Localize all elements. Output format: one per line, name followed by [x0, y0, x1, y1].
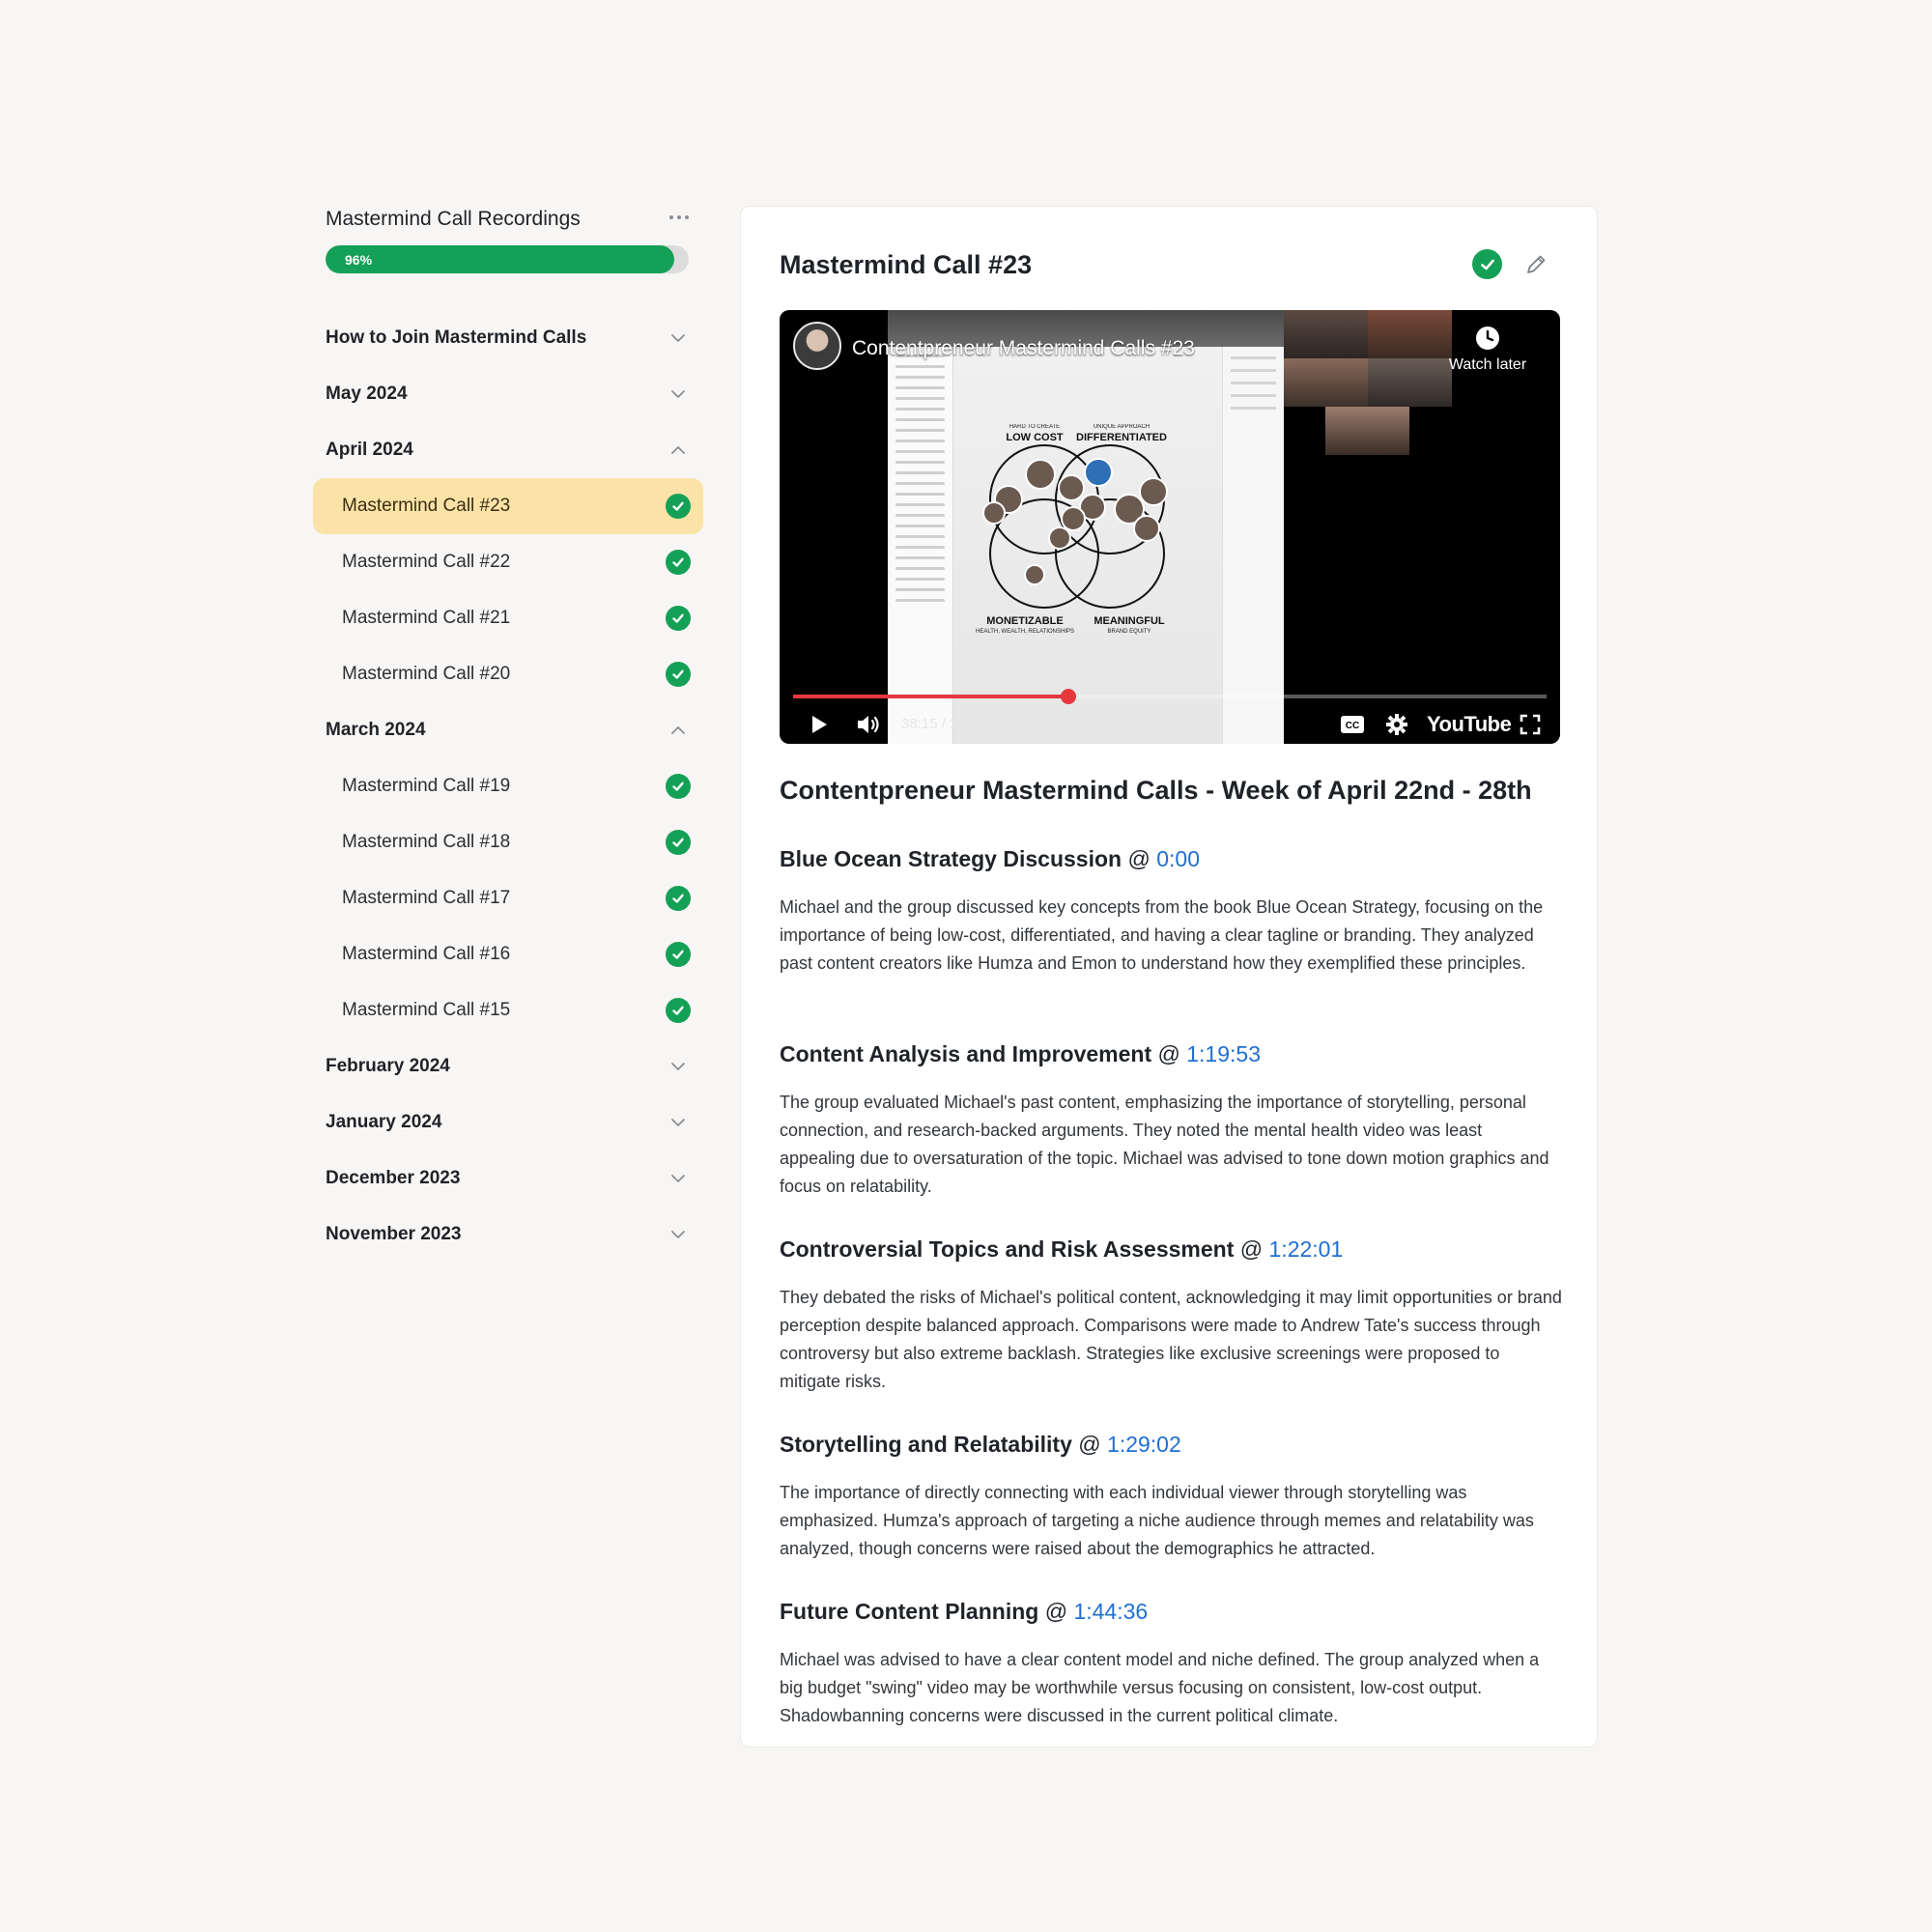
- course-progress-fill: [326, 245, 674, 273]
- sidebar-section-label: April 2024: [326, 440, 413, 460]
- sidebar-lesson-label: Mastermind Call #16: [342, 944, 511, 964]
- course-title: Mastermind Call Recordings: [326, 208, 581, 230]
- chevron-down-icon[interactable]: [670, 1059, 686, 1074]
- sidebar-lesson-item[interactable]: [313, 870, 703, 926]
- sidebar-lesson-label: Mastermind Call #19: [342, 776, 511, 796]
- venn-differentiated-caption: UNIQUE APPROACH: [1093, 424, 1151, 430]
- sidebar-lesson-label: Mastermind Call #17: [342, 888, 511, 908]
- lesson-complete-check-icon[interactable]: [1472, 249, 1502, 279]
- channel-avatar[interactable]: [793, 322, 841, 370]
- sidebar-section-label: How to Join Mastermind Calls: [326, 327, 587, 348]
- sidebar-lesson-item[interactable]: [313, 646, 703, 702]
- segment-body: Michael and the group discussed key concepts from the book Blue Ocean Strategy, focusing on the importance of being low-cost, differentiated, and having a clear tagline or branding. They analyzed past content creators like Humza and Emon to understand how they exemplified these principles.: [780, 897, 1544, 973]
- lesson-title: Mastermind Call #23: [780, 250, 1033, 279]
- notes-segment: [780, 846, 1562, 978]
- watch-later-button[interactable]: [1439, 326, 1536, 384]
- edit-pencil-icon[interactable]: [1521, 250, 1550, 279]
- check-circle-icon: [666, 942, 691, 967]
- segment-timestamp-link[interactable]: 1:22:01: [1268, 1236, 1344, 1262]
- seek-bar[interactable]: [793, 695, 1547, 698]
- venn-low-cost-label: LOW COST: [1006, 432, 1064, 443]
- captions-icon[interactable]: [1336, 708, 1369, 741]
- video-player[interactable]: [780, 310, 1560, 744]
- segment-timestamp-link[interactable]: 0:00: [1156, 846, 1200, 871]
- segment-timestamp-link[interactable]: 1:19:53: [1186, 1041, 1261, 1066]
- check-circle-icon: [666, 606, 691, 631]
- course-nav: [313, 310, 703, 1263]
- watch-later-label: Watch later: [1448, 356, 1527, 373]
- segment-heading-text: Blue Ocean Strategy Discussion: [780, 846, 1122, 871]
- check-circle-icon: [666, 550, 691, 575]
- sidebar-section-label: May 2024: [326, 384, 408, 404]
- sidebar-section[interactable]: [313, 702, 703, 758]
- venn-meaningful-caption: BRAND EQUITY: [1107, 629, 1151, 635]
- segment-heading: Storytelling and Relatability @ 1:29:02: [780, 1432, 1181, 1457]
- fullscreen-icon[interactable]: [1514, 708, 1547, 741]
- youtube-logo[interactable]: YouTube: [1427, 712, 1512, 736]
- seek-handle[interactable]: [1061, 689, 1076, 704]
- chevron-down-icon[interactable]: [670, 386, 686, 402]
- sidebar-section[interactable]: [313, 310, 703, 366]
- seek-bar-played: [793, 695, 1068, 698]
- sidebar-section[interactable]: [313, 1207, 703, 1263]
- sidebar-section-label: January 2024: [326, 1112, 442, 1132]
- venn-meaningful-label: MEANINGFUL: [1094, 615, 1165, 627]
- video-frame-slide: [888, 310, 1284, 744]
- segment-heading-text: Storytelling and Relatability: [780, 1432, 1072, 1457]
- venn-diagram: [965, 424, 1216, 656]
- sidebar-section-label: February 2024: [326, 1056, 450, 1076]
- chevron-up-icon[interactable]: [670, 723, 686, 738]
- volume-icon[interactable]: [853, 708, 886, 741]
- notes-segment: [780, 1236, 1562, 1396]
- sidebar-lesson-item[interactable]: [313, 478, 703, 534]
- video-time-readout: 38:15 / 1:44:40: [901, 716, 999, 732]
- segment-heading-text: Controversial Topics and Risk Assessment: [780, 1236, 1235, 1262]
- player-controls: [780, 708, 1560, 741]
- sidebar-lesson-item[interactable]: [313, 590, 703, 646]
- notes-segment: [780, 1432, 1562, 1563]
- chevron-down-icon[interactable]: [670, 1115, 686, 1130]
- sidebar-section-label: November 2023: [326, 1224, 462, 1244]
- sidebar-lesson-label: Mastermind Call #20: [342, 664, 511, 684]
- settings-gear-icon[interactable]: [1380, 708, 1413, 741]
- sidebar-section[interactable]: [313, 1038, 703, 1094]
- segment-body: The group evaluated Michael's past content, emphasizing the importance of storytelling, personal connection, and research-backed arguments. They noted the mental health video was least appealing due to oversaturation of the topic. Michael was advised to tone down motion graphics and focus on relatability.: [780, 1093, 1549, 1196]
- check-circle-icon: [666, 774, 691, 799]
- sidebar-section[interactable]: [313, 366, 703, 422]
- check-circle-icon: [666, 998, 691, 1023]
- segment-heading: Blue Ocean Strategy Discussion @ 0:00: [780, 846, 1200, 871]
- chevron-up-icon[interactable]: [670, 442, 686, 458]
- segment-body: Michael was advised to have a clear content model and niche defined. The group analyzed when a big budget "swing" video may be worthwhile versus focusing on consistent, low-cost output. Shadowbanning concerns were discussed in the current political climate.: [780, 1650, 1540, 1725]
- svg-text:CC: CC: [1345, 721, 1360, 731]
- lesson-card: [740, 206, 1598, 1747]
- check-circle-icon: [666, 886, 691, 911]
- sidebar-section-label: December 2023: [326, 1168, 461, 1188]
- notes-title: Contentpreneur Mastermind Calls - Week of April 22nd - 28th: [780, 776, 1532, 805]
- course-sidebar: [313, 198, 703, 1244]
- sidebar-section[interactable]: [313, 422, 703, 478]
- segment-body: They debated the risks of Michael's political content, acknowledging it may limit opportunities or brand perception despite balanced approach. Comparisons were made to Andrew Tate's success through controversy but also extreme backlash. Strategies like exclusive screenings were proposed to mitigate risks.: [780, 1288, 1562, 1391]
- course-progress-label: 96%: [345, 251, 373, 268]
- segment-timestamp-link[interactable]: 1:29:02: [1107, 1432, 1181, 1457]
- clock-icon: [1475, 326, 1500, 351]
- notes-segment: [780, 1599, 1562, 1730]
- sidebar-section[interactable]: [313, 1151, 703, 1207]
- notes-segment: [780, 1041, 1562, 1201]
- play-icon[interactable]: [803, 708, 836, 741]
- sidebar-lesson-label: Mastermind Call #22: [342, 552, 511, 572]
- chevron-down-icon[interactable]: [670, 1227, 686, 1242]
- sidebar-lesson-item[interactable]: [313, 926, 703, 982]
- sidebar-lesson-item[interactable]: [313, 534, 703, 590]
- segment-heading: Future Content Planning @ 1:44:36: [780, 1599, 1149, 1624]
- segment-heading-text: Future Content Planning: [780, 1599, 1039, 1624]
- segment-heading-text: Content Analysis and Improvement: [780, 1041, 1152, 1066]
- sidebar-lesson-label: Mastermind Call #15: [342, 1000, 511, 1020]
- sidebar-lesson-item[interactable]: [313, 758, 703, 814]
- check-circle-icon: [666, 662, 691, 687]
- sidebar-header: [313, 198, 703, 241]
- segment-heading: Controversial Topics and Risk Assessment @ 1:22:01: [780, 1236, 1344, 1262]
- participant-gallery: [1284, 310, 1452, 455]
- chevron-down-icon[interactable]: [670, 1171, 686, 1186]
- venn-monetizable-caption: HEALTH, WEALTH, RELATIONSHIPS: [975, 629, 1075, 635]
- sidebar-lesson-item[interactable]: [313, 814, 703, 870]
- venn-differentiated-label: DIFFERENTIATED: [1076, 432, 1167, 443]
- segment-timestamp-link[interactable]: 1:44:36: [1073, 1599, 1149, 1624]
- venn-low-cost-caption: HARD TO CREATE: [1009, 424, 1061, 430]
- sidebar-section[interactable]: [313, 1094, 703, 1151]
- check-circle-icon: [666, 494, 691, 519]
- chevron-down-icon[interactable]: [670, 330, 686, 346]
- segment-body: The importance of directly connecting with each individual viewer through storytelling was emphasized. Humza's approach of targeting a niche audience through memes and relatability was analyzed, though concerns were raised about the demographics he attracted.: [780, 1483, 1534, 1558]
- segment-heading: Content Analysis and Improvement @ 1:19:53: [780, 1041, 1261, 1066]
- sidebar-section-label: March 2024: [326, 720, 426, 740]
- check-circle-icon: [666, 830, 691, 855]
- course-progress-bar: [326, 245, 689, 273]
- video-title[interactable]: Contentpreneur Mastermind Calls #23: [852, 337, 1195, 359]
- sidebar-lesson-label: Mastermind Call #23: [342, 496, 511, 516]
- sidebar-lesson-label: Mastermind Call #18: [342, 832, 511, 852]
- sidebar-lesson-item[interactable]: [313, 982, 703, 1038]
- more-options-icon[interactable]: [665, 206, 694, 229]
- venn-monetizable-label: MONETIZABLE: [986, 615, 1064, 627]
- sidebar-lesson-label: Mastermind Call #21: [342, 608, 511, 628]
